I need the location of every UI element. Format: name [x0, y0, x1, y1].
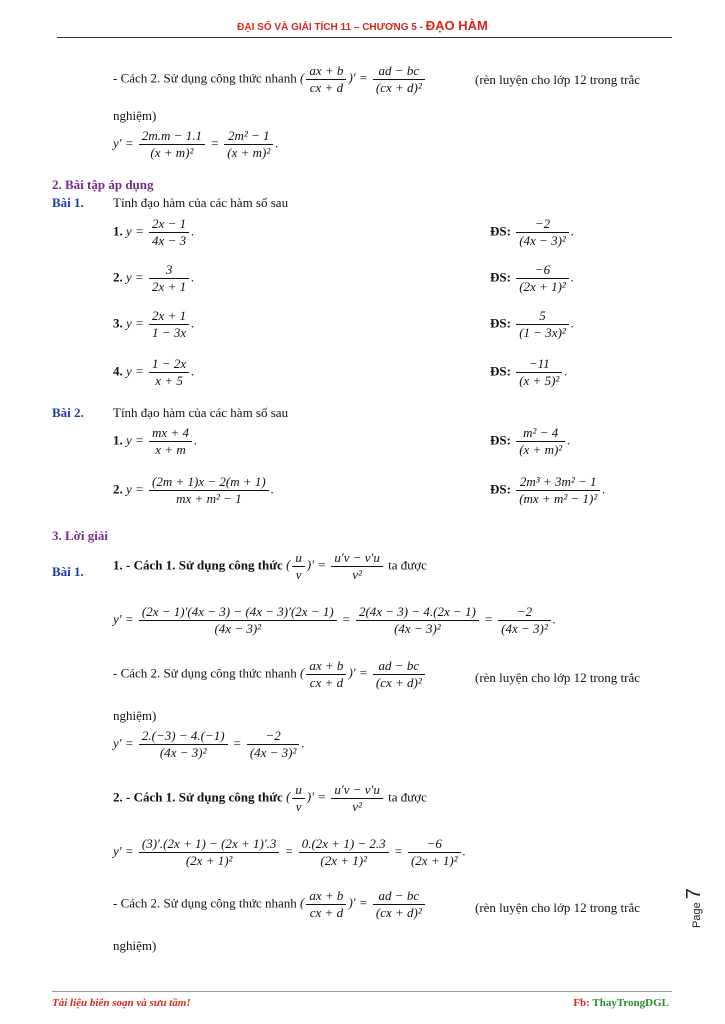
header-title-big: ĐẠO HÀM: [425, 18, 488, 33]
sol-cach2: - Cách 2. Sử dụng công thức nhanh ( $\frac{ax + b}{cx + d}$ )′ = $\frac{ad - bc}{\text{(cx + d)²}}$: [113, 658, 427, 691]
frac-num: (2m + 1)x − 2(m + 1): [149, 474, 269, 491]
frac-den: (2x + 1)²: [320, 853, 367, 868]
ds-label: ĐS:: [490, 432, 511, 448]
answer-item: ĐS: $\frac{5}{\text{(1 − 3x)²}}$ .: [490, 308, 575, 340]
frac-den: (x + m)²: [519, 442, 563, 457]
top-cach2: - Cách 2. Sử dụng công thức nhanh ( $\frac{ax + b}{cx + d}$ )′ = $\frac{ad - bc}{\text{(cx + d)²}}$: [113, 63, 427, 96]
ds-label: ĐS:: [490, 363, 511, 379]
bai2-prompt: Tính đạo hàm của các hàm số sau: [113, 405, 289, 420]
frac-num: m² − 4: [516, 425, 565, 442]
frac-num: −6: [408, 836, 461, 853]
frac-den: cx + d: [309, 675, 344, 690]
ds-label: ĐS:: [490, 269, 511, 285]
cach2-cont: nghiệm): [113, 938, 157, 953]
frac-num: ax + b: [306, 658, 346, 675]
page-number: [683, 888, 706, 928]
frac-num: 2(4x − 3) − 4.(2x − 1): [356, 604, 479, 621]
exercise-item: 1. y = $\frac{mx + 4}{x + m}$ .: [113, 425, 198, 457]
frac-den: (x + 5)²: [519, 373, 560, 388]
sol-bai-label: Bài 1.: [52, 564, 84, 579]
frac-num: u′v − v′u: [331, 550, 383, 567]
sol-p1-intro: 1. - Cách 1. Sử dụng công thức ( $\frac{u}{v}$ )′ = $\frac{u'v - v'u}{\text{v²}}$ ta được: [113, 550, 427, 582]
frac-num: 2m² − 1: [224, 128, 273, 145]
page-number-value: 7: [683, 888, 705, 900]
frac-den: 1 − 3x: [152, 325, 187, 340]
frac-num: 3: [149, 262, 189, 279]
frac-num: mx + 4: [149, 425, 192, 442]
frac-num: ad − bc: [373, 63, 425, 80]
bai1-prompt: Tính đạo hàm của các hàm số sau: [113, 195, 289, 210]
frac-num: ad − bc: [373, 658, 425, 675]
frac-den: v²: [352, 799, 362, 814]
answer-item: ĐS: $\frac{-11}{\text{(x + 5)²}}$ .: [490, 356, 568, 388]
cach2-text: - Cách 2. Sử dụng công thức nhanh: [113, 895, 297, 911]
frac-num: −6: [516, 262, 569, 279]
frac-num: 0.(2x + 1) − 2.3: [299, 836, 389, 853]
frac-num: 2x − 1: [149, 216, 189, 233]
answer-item: ĐS: $\frac{-6}{\text{(2x + 1)²}}$ .: [490, 262, 575, 294]
frac-den: (mx + m² − 1)²: [519, 491, 598, 506]
cach2-cont: nghiệm): [113, 708, 157, 723]
frac-den: (4x − 3)²: [501, 621, 548, 636]
fb-label: Fb:: [573, 997, 593, 1009]
exercise-item: 3. y = $\frac{2x + 1}{1 - 3x}$ .: [113, 308, 195, 340]
frac-den: v: [295, 799, 302, 814]
p1-eq: y′ = $\frac{(2x - 1)'(4x - 3) - (4x - 3)'(2x - 1)}{\text{(4x − 3)²}}$ = $\frac{2(4x - 3) - 4.(2x - 1)}{\text{(4x − 3)²}}$ = $\frac{-2}{\text{(4x − 3)²}}$ .: [113, 604, 557, 636]
answer-item: ĐS: $\frac{\text{2m³ + 3m² − 1}}{\text{(mx + m² − 1)²}}$ .: [490, 474, 606, 506]
frac-num: (2x − 1)′(4x − 3) − (4x − 3)′(2x − 1): [139, 604, 337, 621]
frac-den: (cx + d)²: [375, 905, 422, 920]
frac-den: (4x − 3)²: [249, 745, 297, 760]
frac-den: (4x − 3)²: [394, 621, 441, 636]
frac-den: (2x + 1)²: [519, 279, 566, 294]
section-title: 3. Lời giải: [52, 528, 108, 543]
frac-den: v: [295, 567, 302, 582]
frac-den: (4x − 3)²: [159, 745, 207, 760]
section-title: 2. Bài tập áp dụng: [52, 177, 154, 192]
page-header: [0, 18, 725, 33]
cach2-text: - Cách 2. Sử dụng công thức nhanh: [113, 70, 297, 86]
cach2-text: - Cách 2. Sử dụng công thức nhanh: [113, 665, 297, 681]
bai1-label: Bài 1.: [52, 195, 84, 210]
ds-label: ĐS:: [490, 315, 511, 331]
cach2-suffix: (rèn luyện cho lớp 12 trong trắc: [475, 670, 640, 685]
item-number: 1.: [113, 432, 123, 448]
bai2-label: Bài 2.: [52, 405, 84, 420]
frac-den: (x + m)²: [150, 145, 194, 160]
frac-num: ax + b: [306, 888, 346, 905]
frac-num: 2.(−3) − 4.(−1): [139, 728, 228, 745]
frac-den: 2x + 1: [152, 279, 187, 294]
answer-item: ĐS: $\frac{-2}{\text{(4x − 3)²}}$ .: [490, 216, 575, 248]
frac-den: (x + m)²: [227, 145, 271, 160]
item-number: 3.: [113, 315, 123, 331]
frac-den: x + 5: [155, 373, 183, 388]
frac-num: 2x + 1: [149, 308, 189, 325]
frac-den: (2x + 1)²: [410, 853, 458, 868]
frac-num: 5: [516, 308, 569, 325]
frac-num: −2: [247, 728, 300, 745]
frac-den: v²: [352, 567, 362, 582]
exercise-item: 2. y = $\frac{3}{2x + 1}$ .: [113, 262, 195, 294]
footer-left: Tài liệu biên soạn và sưu tầm!: [52, 997, 191, 1009]
frac-num: u: [292, 550, 305, 567]
p1-c2-eq: y′ = $\frac{2.(-3) - 4.(-1)}{\text{(4x − 3)²}}$ = $\frac{-2}{\text{(4x − 3)²}}$ .: [113, 728, 305, 760]
ds-label: ĐS:: [490, 223, 511, 239]
frac-num: ad − bc: [373, 888, 425, 905]
frac-den: (4x − 3)²: [519, 233, 566, 248]
frac-num: u: [292, 782, 305, 799]
exercise-item: 1. y = $\frac{2x - 1}{4x - 3}$ .: [113, 216, 195, 248]
frac-den: x + m: [155, 442, 186, 457]
frac-den: (2x + 1)²: [185, 853, 233, 868]
sol-p2-intro: 2. - Cách 1. Sử dụng công thức ( $\frac{u}{v}$ )′ = $\frac{u'v - v'u}{\text{v²}}$ ta được: [113, 782, 427, 814]
item-number: 2.: [113, 481, 123, 497]
frac-den: (1 − 3x)²: [519, 325, 566, 340]
p1-intro-text: 1. - Cách 1. Sử dụng công thức: [113, 557, 283, 573]
ta-duoc: ta được: [388, 789, 427, 805]
frac-num: 2m.m − 1.1: [139, 128, 205, 145]
frac-den: (cx + d)²: [375, 675, 422, 690]
item-number: 4.: [113, 363, 123, 379]
cach2-cont: nghiệm): [113, 108, 157, 123]
fb-link[interactable]: ThayTrongDGL: [592, 997, 669, 1009]
sol-p2-cach2: - Cách 2. Sử dụng công thức nhanh ( $\frac{ax + b}{cx + d}$ )′ = $\frac{ad - bc}{\text{(cx + d)²}}$: [113, 888, 427, 921]
frac-num: (3)′.(2x + 1) − (2x + 1)′.3: [139, 836, 280, 853]
frac-den: (cx + d)²: [375, 80, 422, 95]
frac-den: cx + d: [309, 905, 344, 920]
item-number: 1.: [113, 223, 123, 239]
cach2-suffix: (rèn luyện cho lớp 12 trong trắc: [475, 72, 640, 87]
exercise-item: 2. y = $\frac{(2m + 1)x - 2(m + 1)}{\text{mx + m² − 1}}$ .: [113, 474, 274, 506]
ta-duoc: ta được: [388, 557, 427, 573]
header-title: ĐẠI SỐ VÀ GIẢI TÍCH 11 – CHƯƠNG 5 -: [237, 22, 426, 33]
frac-den: (4x − 3)²: [214, 621, 262, 636]
exercise-item: 4. y = $\frac{1 - 2x}{x + 5}$ .: [113, 356, 195, 388]
frac-num: −2: [498, 604, 551, 621]
top-yprime-formula: y′ = $\frac{2m.m - 1.1}{\text{(x + m)²}}$ = $\frac{\text{2m² − 1}}{\text{(x + m)²}}$ .: [113, 128, 279, 160]
item-number: 2.: [113, 269, 123, 285]
answer-item: ĐS: $\frac{\text{m² − 4}}{\text{(x + m)²}}$ .: [490, 425, 571, 457]
ds-label: ĐS:: [490, 481, 511, 497]
frac-num: 1 − 2x: [149, 356, 189, 373]
frac-den: 4x − 3: [152, 233, 187, 248]
page-label: Page: [691, 902, 703, 928]
frac-den: mx + m² − 1: [176, 491, 242, 506]
cach2-suffix: (rèn luyện cho lớp 12 trong trắc: [475, 900, 640, 915]
frac-num: −11: [516, 356, 562, 373]
footer-right: [573, 997, 669, 1009]
p2-intro-text: 2. - Cách 1. Sử dụng công thức: [113, 789, 283, 805]
frac-den: cx + d: [309, 80, 344, 95]
frac-num: −2: [516, 216, 569, 233]
frac-num: ax + b: [306, 63, 346, 80]
p2-eq: y′ = $\frac{(3)'.(2x + 1) - (2x + 1)'.3}{\text{(2x + 1)²}}$ = $\frac{0.(2x + 1) - 2.3}{\text{(2x + 1)²}}$ = $\frac{-6}{\text{(2x + 1)²}}$ .: [113, 836, 466, 868]
frac-num: u′v − v′u: [331, 782, 383, 799]
header-rule: [57, 37, 672, 38]
frac-num: 2m³ + 3m² − 1: [516, 474, 600, 491]
footer-rule: [52, 991, 672, 992]
